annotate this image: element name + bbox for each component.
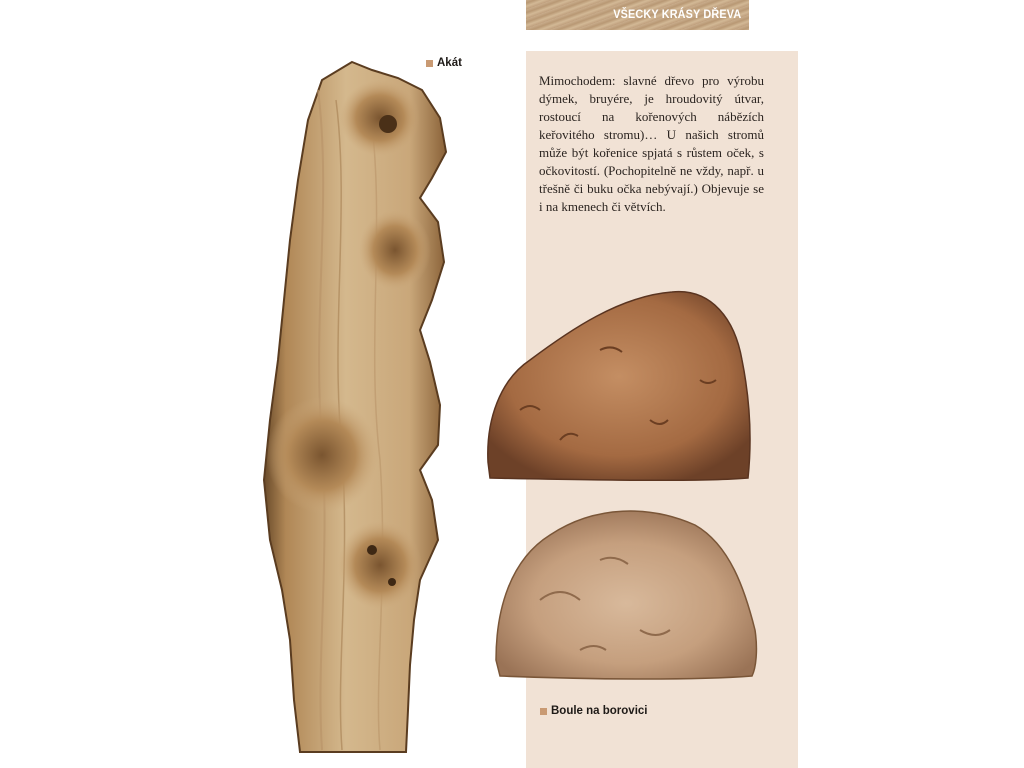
burl-bottom-photo [496, 511, 756, 679]
legend-boule [540, 705, 648, 717]
legend-boule-label: Boule na borovici [551, 705, 648, 717]
article-paragraph: Mimochodem: slavné dřevo pro výrobu dýmek, bruyére, je hroudovitý útvar, rostoucí na kořenových nábězích keřovitého stromu)… U našich stromů může být kořenice spjatá s růstem oček, s očkovitostí. (Pochopitelně ne vždy, např. u třešně či buku očka nebývají.) Objevuje se i na kmenech či větvích. [539, 73, 764, 214]
section-title: VŠECKY KRÁSY DŘEVA [612, 7, 741, 21]
legend-swatch [540, 708, 547, 715]
legend-akat-label: Akát [437, 57, 462, 69]
burl-top-photo [488, 292, 750, 481]
